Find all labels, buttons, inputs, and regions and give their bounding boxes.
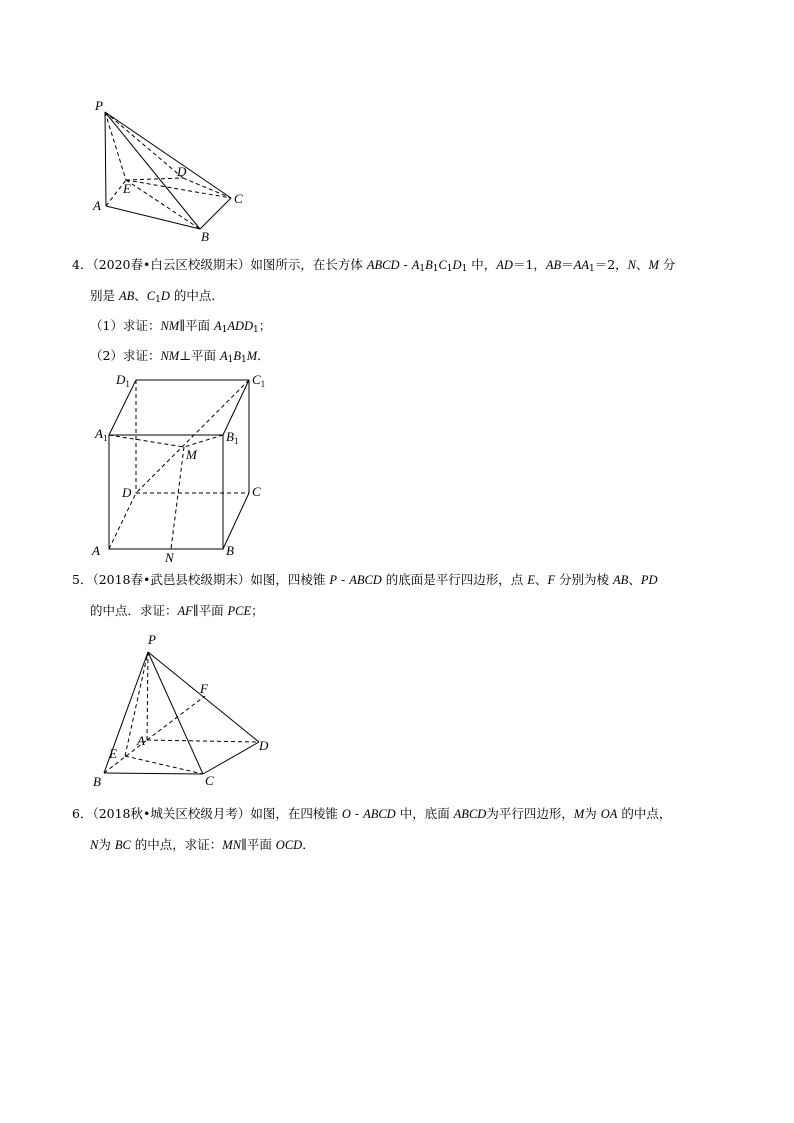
pyramid-figure-pabcd-2 [88,628,278,793]
label-e: E [123,181,131,196]
problem-4-line-2: 别是 AB、C1D 的中点． [90,288,224,305]
label-d: D [177,164,187,179]
label-a: A [137,733,145,748]
label-b: B [201,229,209,244]
label-b: B [93,774,101,789]
problem-source: （2018秋•城关区校级月考） [92,806,251,821]
label-d: D [259,738,269,753]
label-p: P [148,632,156,647]
label-c: C [252,484,261,499]
problem-6-line-1: 6．（2018秋•城关区校级月考）如图，在四棱锥 O - ABCD 中，底面 ABCD为平行四边形，M为 OA 的中点， [72,806,672,821]
label-c1: $C_1$ [252,372,266,389]
problem-number: 5． [72,572,93,587]
label-d1: $D_1$ [116,372,130,389]
problem-number: 6． [72,806,93,821]
problem-5-line-1: 5．（2018春•武邑县校级期末）如图，四棱锥 P - ABCD 的底面是平行四边形，点 E、F 分别为棱 AB、PD [72,572,658,587]
label-f: F [200,681,208,696]
problem-4-question-2: （2）求证：NM⊥平面 A1B1M． [90,348,270,365]
label-a1: $A_1$ [95,426,108,443]
label-b: B [226,543,234,558]
problem-5-line-2: 的中点．求证：AF∥平面 PCE； [90,603,264,618]
problem-4-line-1: 4．（2020春•白云区校级期末）如图所示，在长方体 ABCD - A1B1C1D1 中，AD＝1，AB＝AA1＝2，N、M 分 [72,257,676,274]
label-c: C [205,773,214,788]
pyramid-figure-pabcd [88,96,258,246]
cuboid-figure [88,370,278,565]
problem-number: 4． [72,257,93,272]
problem-6-line-2: N为 BC 的中点，求证：MN∥平面 OCD． [90,837,315,852]
label-m: M [186,447,197,462]
label-e: E [109,746,117,761]
problem-source: （2018春•武邑县校级期末） [92,572,251,587]
label-a: A [93,198,101,213]
label-b1: $B_1$ [226,429,239,446]
label-c: C [234,191,243,206]
label-p: P [95,98,103,113]
label-d: D [122,485,132,500]
pyramid-diagram-2 [88,628,278,793]
pyramid-diagram [88,96,258,246]
cuboid-diagram [88,370,278,565]
label-a: A [92,543,100,558]
label-n: N [165,550,174,565]
problem-source: （2020春•白云区校级期末） [92,257,251,272]
problem-4-question-1: （1）求证：NM∥平面 A1ADD1； [90,318,272,335]
